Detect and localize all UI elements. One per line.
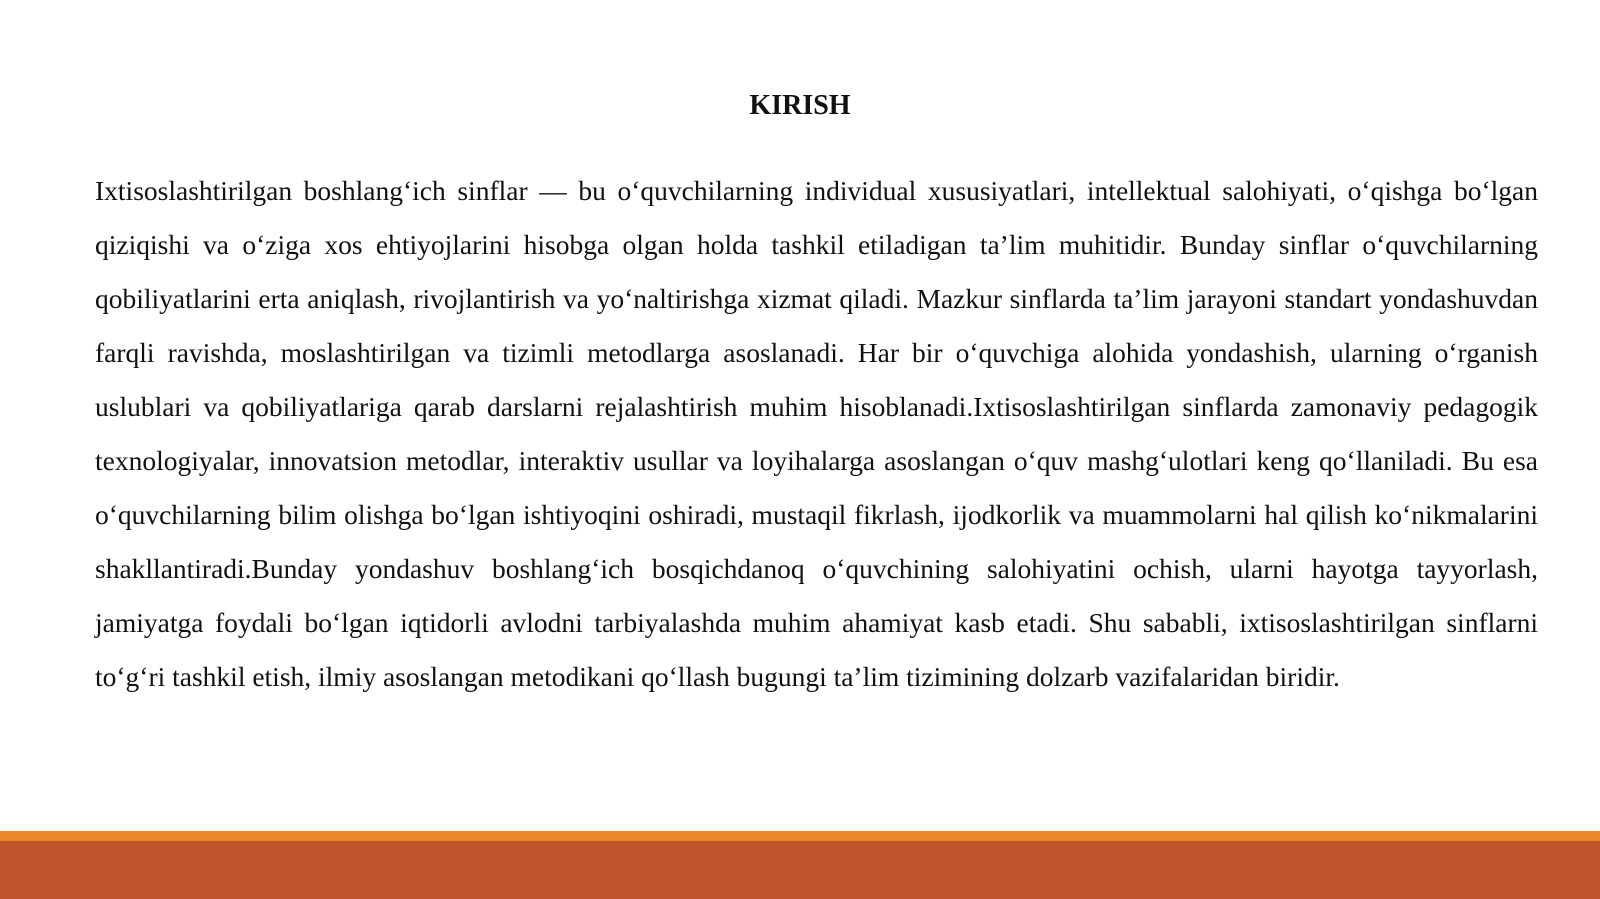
footer-accent-line	[0, 831, 1600, 841]
slide-title: KIRISH	[749, 90, 851, 121]
footer-bar	[0, 841, 1600, 899]
slide-body-text: Ixtisoslashtirilgan boshlang‘ich sinflar — bu o‘quvchilarning individual xususiyatlari, intellektual salohiyati, o‘qishga bo‘lgan qiziqishi va o‘ziga xos ehtiyojlarini hisobga olgan holda tashkil etiladigan ta’lim muhitidir. Bunday sinflar o‘quvchilarning qobiliyatlarini erta aniqlash, rivojlantirish va yo‘naltirishga xizmat qiladi. Mazkur sinflarda ta’lim jarayoni standart yondashuvdan farqli ravishda, moslashtirilgan va tizimli metodlarga asoslanadi. Har bir o‘quvchiga alohida yondashish, ularning o‘rganish uslublari va qobiliyatlariga qarab darslarni rejalashtirish muhim hisoblanadi.Ixtisoslashtirilgan sinflarda zamonaviy pedagogik texnologiyalar, innovatsion metodlar, interaktiv usullar va loyihalarga asoslangan o‘quv mashg‘ulotlari keng qo‘llaniladi. Bu esa o‘quvchilarning bilim olishga bo‘lgan ishtiyoqini oshiradi, mustaqil fikrlash, ijodkorlik va muammolarni hal qilish ko‘nikmalarini shakllantiradi.Bunday yondashuv boshlang‘ich bosqichdanoq o‘quvchining salohiyatini ochish, ularni hayotga tayyorlash, jamiyatga foydali bo‘lgan iqtidorli avlodni tarbiyalashda muhim ahamiyat kasb etadi. Shu sababli, ixtisoslashtirilgan sinflarni to‘g‘ri tashkil etish, ilmiy asoslangan metodikani qo‘llash bugungi ta’lim tizimining dolzarb vazifalaridan biridir.	[95, 175, 1538, 692]
